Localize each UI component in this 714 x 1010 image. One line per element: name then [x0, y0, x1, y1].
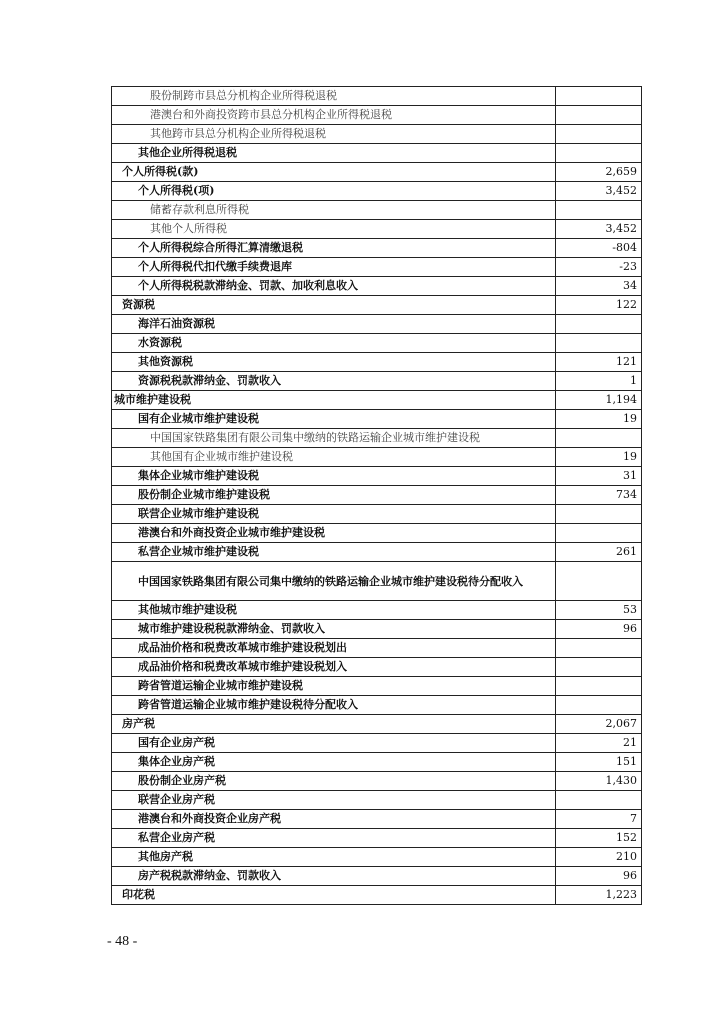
row-label: 其他跨市县总分机构企业所得税退税 [112, 125, 556, 144]
row-label: 跨省管道运输企业城市维护建设税 [112, 677, 556, 696]
table-row [112, 486, 642, 505]
row-label: 股份制跨市县总分机构企业所得税退税 [112, 87, 556, 106]
row-value: 121 [556, 353, 642, 372]
row-value: 34 [556, 277, 642, 296]
row-label: 其他国有企业城市维护建设税 [112, 448, 556, 467]
row-value: 261 [556, 543, 642, 562]
row-label: 港澳台和外商投资跨市县总分机构企业所得税退税 [112, 106, 556, 125]
row-label: 印花税 [112, 886, 556, 905]
row-label: 中国国家铁路集团有限公司集中缴纳的铁路运输企业城市维护建设税待分配收入 [112, 562, 556, 601]
table-row [112, 772, 642, 791]
table-row [112, 448, 642, 467]
row-value [556, 201, 642, 220]
row-value [556, 334, 642, 353]
row-label: 个人所得税综合所得汇算清缴退税 [112, 239, 556, 258]
row-label: 股份制企业房产税 [112, 772, 556, 791]
row-label: 海洋石油资源税 [112, 315, 556, 334]
table-row [112, 391, 642, 410]
table-row [112, 543, 642, 562]
row-value: 1,430 [556, 772, 642, 791]
row-label: 国有企业房产税 [112, 734, 556, 753]
row-label: 城市维护建设税 [112, 391, 556, 410]
row-label: 国有企业城市维护建设税 [112, 410, 556, 429]
row-value [556, 144, 642, 163]
row-label: 其他城市维护建设税 [112, 601, 556, 620]
row-label: 房产税税款滞纳金、罚款收入 [112, 867, 556, 886]
table-row [112, 106, 642, 125]
row-label: 联营企业房产税 [112, 791, 556, 810]
table-row [112, 791, 642, 810]
row-label: 个人所得税(款) [112, 163, 556, 182]
row-value: 3,452 [556, 182, 642, 201]
table-row [112, 810, 642, 829]
table-row [112, 315, 642, 334]
row-value: 152 [556, 829, 642, 848]
row-label: 其他个人所得税 [112, 220, 556, 239]
row-label: 资源税 [112, 296, 556, 315]
row-value [556, 429, 642, 448]
row-value: 2,067 [556, 715, 642, 734]
table-row [112, 715, 642, 734]
table-row [112, 753, 642, 772]
row-label: 个人所得税代扣代缴手续费退库 [112, 258, 556, 277]
row-value: 1,194 [556, 391, 642, 410]
table-row [112, 601, 642, 620]
row-label: 房产税 [112, 715, 556, 734]
revenue-table [111, 86, 642, 905]
row-value [556, 696, 642, 715]
table-row [112, 696, 642, 715]
table-row [112, 372, 642, 391]
row-value: 151 [556, 753, 642, 772]
row-value: -804 [556, 239, 642, 258]
table-row [112, 296, 642, 315]
table-row [112, 258, 642, 277]
row-label: 成品油价格和税费改革城市维护建设税划出 [112, 639, 556, 658]
row-label: 储蓄存款利息所得税 [112, 201, 556, 220]
table-row [112, 163, 642, 182]
row-value: 734 [556, 486, 642, 505]
table-row [112, 467, 642, 486]
row-value [556, 524, 642, 543]
row-value: 1 [556, 372, 642, 391]
row-value: 3,452 [556, 220, 642, 239]
row-value: 122 [556, 296, 642, 315]
table-row [112, 239, 642, 258]
table-row [112, 201, 642, 220]
row-value [556, 639, 642, 658]
row-value: -23 [556, 258, 642, 277]
row-label: 资源税税款滞纳金、罚款收入 [112, 372, 556, 391]
row-label: 集体企业城市维护建设税 [112, 467, 556, 486]
row-label: 其他企业所得税退税 [112, 144, 556, 163]
page-number: - 48 - [107, 934, 138, 949]
row-value: 96 [556, 620, 642, 639]
row-label: 其他资源税 [112, 353, 556, 372]
table-row [112, 848, 642, 867]
row-value [556, 106, 642, 125]
row-value: 1,223 [556, 886, 642, 905]
row-value [556, 125, 642, 144]
revenue-table-body [112, 87, 642, 905]
row-value: 19 [556, 448, 642, 467]
table-row [112, 867, 642, 886]
row-value: 2,659 [556, 163, 642, 182]
row-label: 港澳台和外商投资企业城市维护建设税 [112, 524, 556, 543]
row-value: 21 [556, 734, 642, 753]
table-row [112, 125, 642, 144]
table-row [112, 87, 642, 106]
table-row [112, 353, 642, 372]
table-row [112, 886, 642, 905]
row-value [556, 562, 642, 601]
table-row [112, 277, 642, 296]
table-row [112, 410, 642, 429]
row-label: 个人所得税税款滞纳金、罚款、加收利息收入 [112, 277, 556, 296]
table-row [112, 220, 642, 239]
table-row [112, 524, 642, 543]
table-row [112, 505, 642, 524]
row-value: 31 [556, 467, 642, 486]
row-label: 中国国家铁路集团有限公司集中缴纳的铁路运输企业城市维护建设税 [112, 429, 556, 448]
table-row [112, 620, 642, 639]
row-label: 其他房产税 [112, 848, 556, 867]
row-label: 城市维护建设税税款滞纳金、罚款收入 [112, 620, 556, 639]
row-value [556, 677, 642, 696]
row-label: 水资源税 [112, 334, 556, 353]
table-row [112, 677, 642, 696]
row-label: 私营企业房产税 [112, 829, 556, 848]
table-row [112, 734, 642, 753]
row-label: 集体企业房产税 [112, 753, 556, 772]
row-value: 19 [556, 410, 642, 429]
row-label: 联营企业城市维护建设税 [112, 505, 556, 524]
table-row [112, 182, 642, 201]
row-label: 港澳台和外商投资企业房产税 [112, 810, 556, 829]
row-value [556, 87, 642, 106]
row-label: 私营企业城市维护建设税 [112, 543, 556, 562]
table-row [112, 334, 642, 353]
table-row [112, 639, 642, 658]
row-value [556, 315, 642, 334]
row-value: 96 [556, 867, 642, 886]
row-value: 7 [556, 810, 642, 829]
table-row [112, 562, 642, 601]
row-value: 210 [556, 848, 642, 867]
table-row [112, 829, 642, 848]
row-label: 个人所得税(项) [112, 182, 556, 201]
row-value [556, 658, 642, 677]
row-value: 53 [556, 601, 642, 620]
table-row [112, 429, 642, 448]
table-row [112, 658, 642, 677]
table-row [112, 144, 642, 163]
row-label: 跨省管道运输企业城市维护建设税待分配收入 [112, 696, 556, 715]
row-value [556, 505, 642, 524]
row-label: 成品油价格和税费改革城市维护建设税划入 [112, 658, 556, 677]
row-label: 股份制企业城市维护建设税 [112, 486, 556, 505]
row-value [556, 791, 642, 810]
